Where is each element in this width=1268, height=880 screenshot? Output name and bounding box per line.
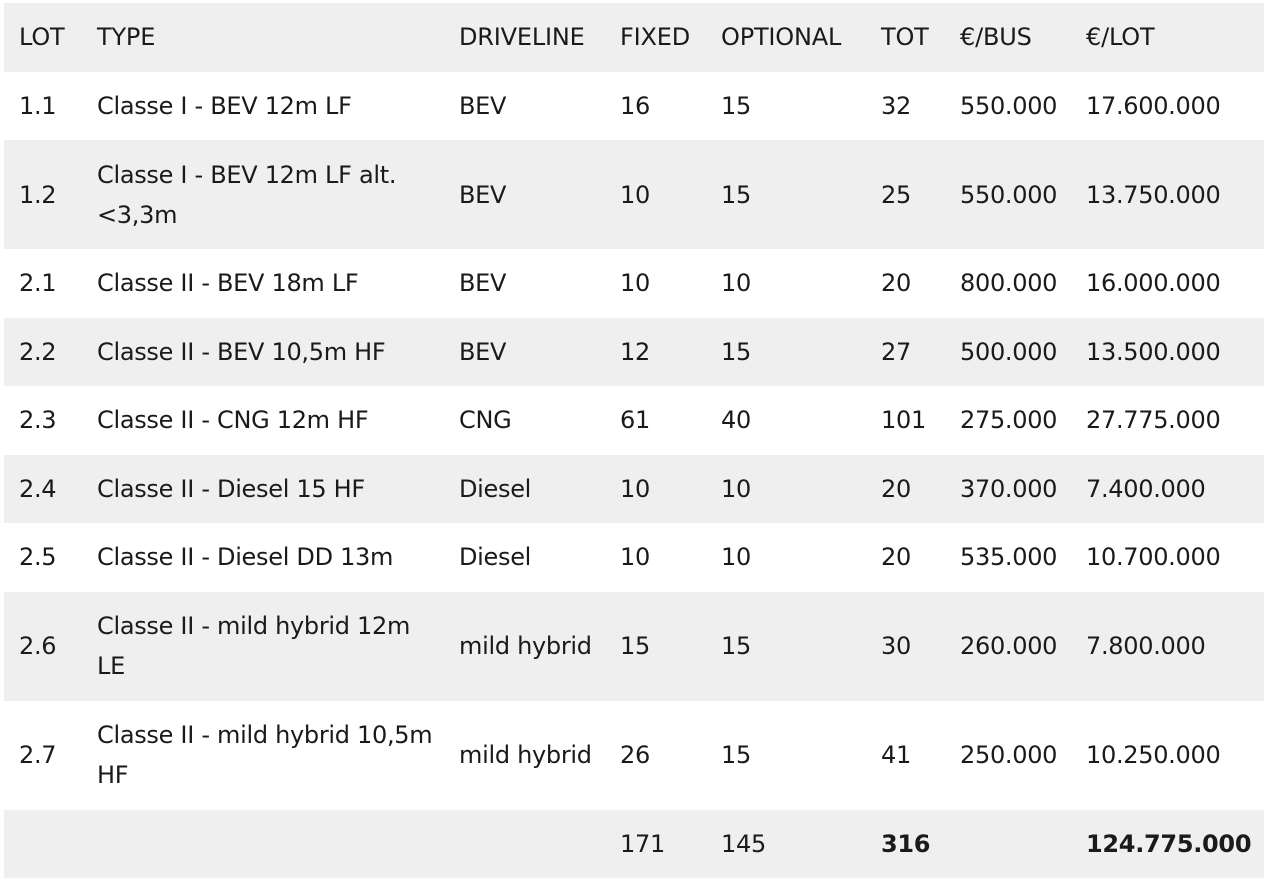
cell-tot: 20: [881, 543, 911, 572]
header-type: TYPE: [97, 23, 156, 52]
cell-eur-bus: 250.000: [960, 741, 1058, 769]
cell-type: Classe II - BEV 18m LF: [97, 269, 359, 298]
cell-eur-lot: 13.750.000: [1086, 180, 1221, 209]
cell-driveline: BEV: [459, 91, 507, 120]
table-row: [4, 523, 1264, 592]
cell-lot: 2.7: [19, 741, 57, 769]
cell-eur-lot: 7.800.000: [1086, 632, 1206, 660]
cell-tot: 25: [881, 180, 911, 209]
header-lot: LOT: [19, 23, 65, 52]
cell-tot: 32: [881, 91, 911, 120]
table-row: [4, 72, 1264, 141]
cell-lot: 2.6: [19, 632, 57, 660]
cell-type: Classe I - BEV 12m LF: [97, 91, 352, 120]
table-row: [4, 701, 1264, 810]
table-totals-row: [4, 810, 1264, 879]
cell-optional: 15: [721, 180, 751, 209]
cell-optional: 15: [721, 337, 751, 366]
cell-eur-lot: 10.250.000: [1086, 741, 1221, 769]
cell-fixed: 10: [620, 180, 650, 209]
table-header-row: [4, 3, 1264, 72]
cell-eur-bus: 500.000: [960, 337, 1058, 366]
cell-lot: 2.4: [19, 474, 57, 503]
total-tot: 316: [881, 829, 931, 858]
cell-optional: 15: [721, 91, 751, 120]
cell-eur-bus: 370.000: [960, 474, 1058, 503]
cell-eur-bus: 550.000: [960, 180, 1058, 209]
cell-eur-bus: 800.000: [960, 269, 1058, 298]
cell-eur-lot: 17.600.000: [1086, 91, 1221, 120]
cell-eur-bus: 275.000: [960, 406, 1058, 435]
cell-driveline: Diesel: [459, 543, 532, 572]
cell-eur-lot: 27.775.000: [1086, 406, 1221, 435]
table-row: [4, 318, 1264, 387]
cell-lot: 2.3: [19, 406, 57, 435]
header-tot: TOT: [881, 23, 929, 52]
header-fixed: FIXED: [620, 23, 690, 52]
table-row: [4, 455, 1264, 524]
cell-type: Classe II - mild hybrid 12m LE: [97, 612, 411, 680]
cell-type: Classe II - Diesel 15 HF: [97, 474, 365, 503]
table-row: [4, 140, 1264, 249]
cell-tot: 30: [881, 632, 911, 660]
header-eur-lot: €/LOT: [1086, 23, 1155, 52]
cell-driveline: mild hybrid: [459, 632, 592, 660]
total-eur-lot: 124.775.000: [1086, 829, 1252, 858]
cell-fixed: 61: [620, 406, 650, 435]
total-optional: 145: [721, 829, 766, 858]
cell-fixed: 12: [620, 337, 650, 366]
cell-driveline: Diesel: [459, 474, 532, 503]
cell-type: Classe I - BEV 12m LF alt. <3,3m: [97, 160, 397, 229]
cell-driveline: CNG: [459, 406, 512, 435]
header-driveline: DRIVELINE: [459, 23, 585, 52]
cell-optional: 10: [721, 543, 751, 572]
cell-tot: 27: [881, 337, 911, 366]
header-optional: OPTIONAL: [721, 23, 842, 52]
cell-driveline: BEV: [459, 337, 507, 366]
cell-optional: 10: [721, 474, 751, 503]
cell-optional: 15: [721, 632, 751, 660]
cell-tot: 20: [881, 269, 911, 298]
cell-optional: 10: [721, 269, 751, 298]
cell-type: Classe II - CNG 12m HF: [97, 406, 369, 435]
cell-eur-bus: 550.000: [960, 91, 1058, 120]
cell-tot: 101: [881, 406, 926, 435]
cell-eur-bus: 260.000: [960, 632, 1058, 660]
lots-table: [4, 3, 1264, 878]
cell-type: Classe II - Diesel DD 13m: [97, 543, 394, 572]
table-row: [4, 592, 1264, 701]
cell-fixed: 10: [620, 543, 650, 572]
cell-lot: 1.2: [19, 180, 57, 209]
cell-fixed: 26: [620, 741, 650, 769]
table-row: [4, 249, 1264, 318]
cell-fixed: 16: [620, 91, 650, 120]
cell-eur-lot: 7.400.000: [1086, 474, 1206, 503]
cell-driveline: BEV: [459, 269, 507, 298]
cell-fixed: 10: [620, 269, 650, 298]
cell-tot: 20: [881, 474, 911, 503]
header-eur-bus: €/BUS: [960, 23, 1032, 52]
cell-lot: 2.2: [19, 337, 57, 366]
cell-fixed: 10: [620, 474, 650, 503]
cell-driveline: BEV: [459, 180, 507, 209]
cell-optional: 15: [721, 741, 751, 769]
cell-lot: 1.1: [19, 91, 57, 120]
cell-driveline: mild hybrid: [459, 741, 592, 769]
cell-type: Classe II - mild hybrid 10,5m HF: [97, 721, 433, 789]
table-row: [4, 386, 1264, 455]
cell-type: Classe II - BEV 10,5m HF: [97, 337, 386, 366]
cell-optional: 40: [721, 406, 751, 435]
total-fixed: 171: [620, 829, 665, 858]
cell-lot: 2.1: [19, 269, 57, 298]
cell-eur-lot: 10.700.000: [1086, 543, 1221, 572]
cell-tot: 41: [881, 741, 911, 769]
cell-eur-lot: 13.500.000: [1086, 337, 1221, 366]
cell-lot: 2.5: [19, 543, 57, 572]
cell-eur-lot: 16.000.000: [1086, 269, 1221, 298]
cell-fixed: 15: [620, 632, 650, 660]
cell-eur-bus: 535.000: [960, 543, 1058, 572]
